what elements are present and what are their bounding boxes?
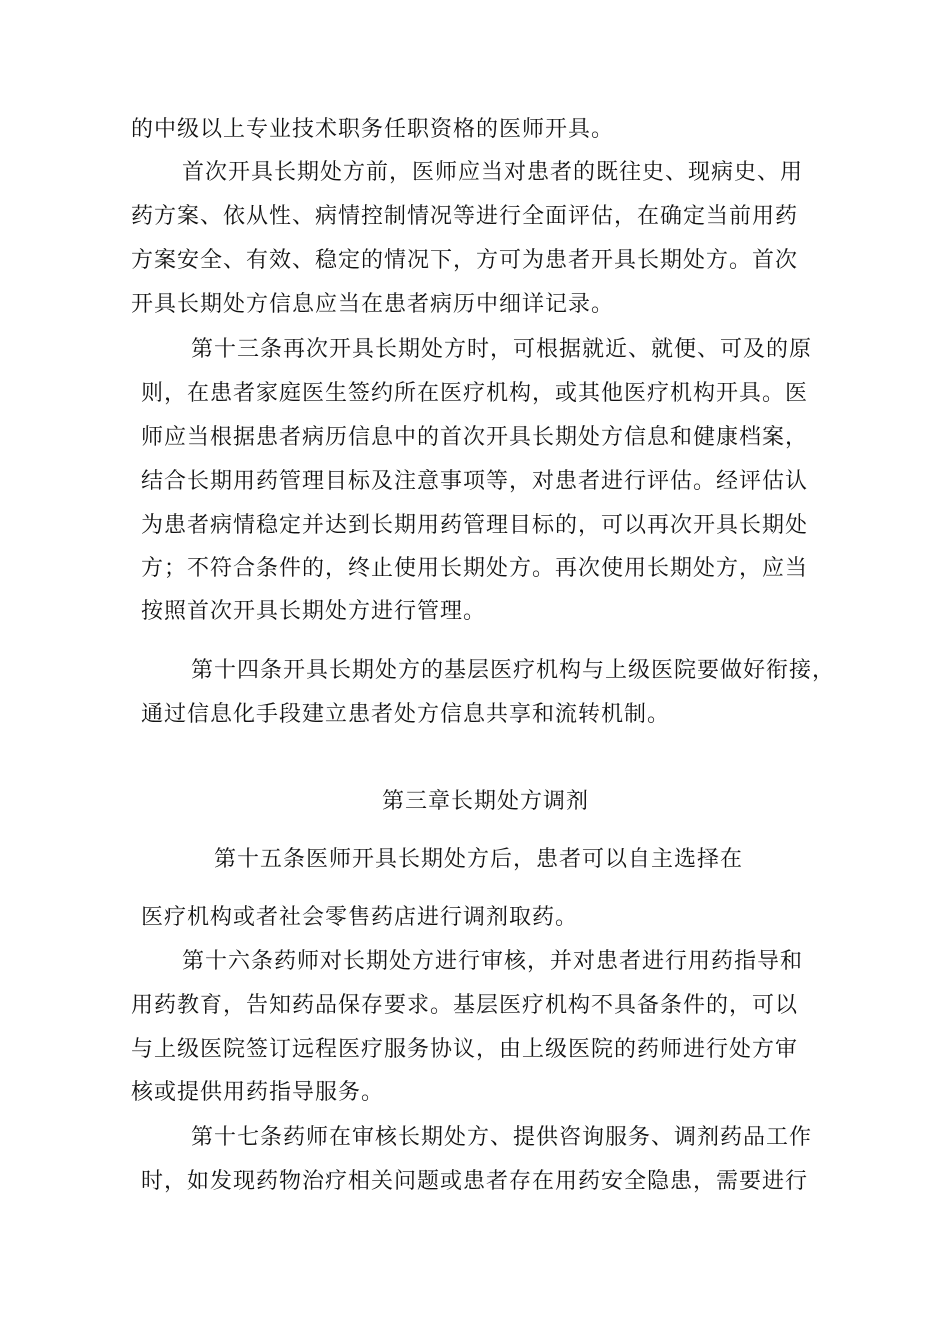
text-line: 则，在患者家庭医生签约所在医疗机构，或其他医疗机构开具。医: [141, 381, 809, 406]
chapter-heading: 第三章长期处方调剂: [382, 789, 590, 814]
text-line: 首次开具长期处方前，医师应当对患者的既往史、现病史、用: [182, 160, 804, 185]
text-line: 医疗机构或者社会零售药店进行调剂取药。: [141, 905, 579, 930]
text-line: 方；不符合条件的，终止使用长期处方。再次使用长期处方，应当: [141, 556, 809, 581]
text-line: 用药教育，告知药品保存要求。基层医疗机构不具备条件的，可以: [131, 993, 799, 1018]
text-line: 第十五条医师开具长期处方后，患者可以自主选择在: [214, 847, 744, 872]
text-line: 第十四条开具长期处方的基层医疗机构与上级医院要做好衔接，: [191, 658, 836, 683]
text-line: 的中级以上专业技术职务任职资格的医师开具。: [131, 117, 615, 142]
text-line: 第十三条再次开具长期处方时，可根据就近、就便、可及的原: [191, 337, 813, 362]
text-line: 与上级医院签订远程医疗服务协议，由上级医院的药师进行处方审: [131, 1037, 799, 1062]
text-line: 时，如发现药物治疗相关问题或患者存在用药安全隐患，需要进行: [141, 1169, 809, 1194]
text-line: 方案安全、有效、稳定的情况下，方可为患者开具长期处方。首次: [131, 248, 799, 273]
text-line: 按照首次开具长期处方进行管理。: [141, 599, 487, 624]
text-line: 结合长期用药管理目标及注意事项等，对患者进行评估。经评估认: [141, 469, 809, 494]
text-line: 开具长期处方信息应当在患者病历中细详记录。: [131, 292, 615, 317]
text-line: 第十六条药师对长期处方进行审核，并对患者进行用药指导和: [182, 949, 804, 974]
text-line: 第十七条药师在审核长期处方、提供咨询服务、调剂药品工作: [191, 1125, 813, 1150]
text-line: 师应当根据患者病历信息中的首次开具长期处方信息和健康档案，: [141, 425, 809, 450]
text-line: 药方案、依从性、病情控制情况等进行全面评估，在确定当前用药: [131, 204, 799, 229]
text-line: 为患者病情稳定并达到长期用药管理目标的，可以再次开具长期处: [141, 513, 809, 538]
text-line: 核或提供用药指导服务。: [131, 1080, 385, 1105]
text-line: 通过信息化手段建立患者处方信息共享和流转机制。: [141, 702, 671, 727]
